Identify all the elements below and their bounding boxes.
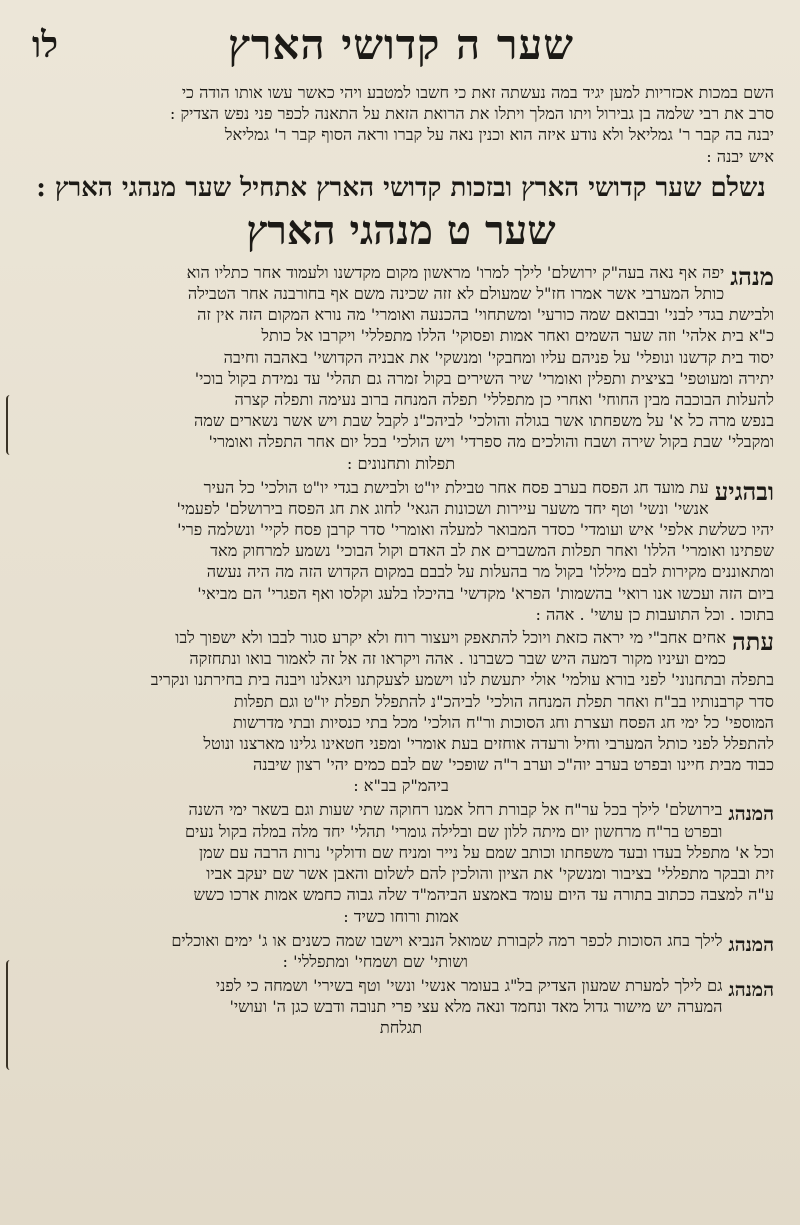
section-title: שער ט מנהגי הארץ <box>246 206 556 254</box>
paragraph-ata <box>28 627 774 797</box>
paragraph-haminhag-shmuel <box>28 930 774 973</box>
margin-bracket <box>6 960 14 1070</box>
text-line: ומתאוננים מקירות לבם מיללו' בקול מר בהעלות על לבבם במקום הקדוש הזה מה היה נעשה <box>206 562 774 582</box>
text-line: ע"ה למצבה ככתוב בתורה עד היום עומד באמצע הביהמ"ד שלה גבוה כחמש אמות ארכו כשש <box>193 885 774 905</box>
text-line: גם לילך למערת שמעון הצדיק בל"ג בעומר אנשי' ונשי' וטף בשירי' ושמחה כי לפני <box>215 975 723 995</box>
running-title: שער ה קדושי הארץ <box>228 20 574 69</box>
text-line: יפה אף נאה בעה"ק ירושלם' לילך למרו' מראשון מקום מקדשנו ולעמוד אחר כתליו הוא <box>186 262 725 282</box>
text-line: ומקבלי' שבת בקול שירה ושבח והולכים מה ספרדי' ויש הולכי' בכל יום אחר התפלה ואומרי' <box>208 432 774 452</box>
page-number: לו <box>32 24 59 66</box>
text-line: יתירה ומעוטפי' בציצית ותפלין ואומרי' שיר השירים בקול זמרה גם תהלי' עד נמידת בקול בוכי' <box>194 368 774 388</box>
text-line: ולבישת בגדי לבני' ובבואם שמה כורעי' ומשתחוי' בהכנעה ואומרי' מה נורא המקום הזה אין זה <box>197 305 774 325</box>
paragraph-minhag <box>28 262 774 475</box>
text-line: ובפרט בר"ח מרחשון יום מיתה ללון שם ובלילה גומרי' תהלי' יחד מלה במלה בקול נעים <box>184 821 723 841</box>
text-line: עת מועד חג הפסח בערב פסח אחר טבילת יו"ט ולבישת בגדי יו"ט הולכי' כל העיר <box>203 477 709 497</box>
paragraph-lead-word: עתה <box>731 627 774 657</box>
text-line: סרב את רבי שלמה בן גבירול ויתו המלך ויתלו את הרואת הזאת על התאנה לכפר פני נפש הצדיק : <box>169 104 774 124</box>
running-header <box>28 18 774 78</box>
text-line: לילך בחג הסוכות לכפר רמה לקבורת שמואל הנביא וישבו שמה כשנים או ג' ימים ואוכלים <box>171 930 723 950</box>
text-line: כמים ועיניו מקור דמעה היש שבר כשברנו . אהה ויקראו זה אל זה לאמור בואו ונתחזקה <box>189 649 726 669</box>
paragraph-lead-word: המנהג <box>728 803 774 826</box>
text-line: בתפלה ובתחנוני' לפני בורא עולמי' אולי יתעשת לנו וישמע לצעקתנו ויגאלנו ויבנה בית בחירתנו ונקריב <box>150 670 774 690</box>
text-line: ביהמ"ק בב"א : <box>353 776 449 796</box>
text-line: כותל המערבי אשר אמרו חז"ל שמעולם לא זזה שכינה משם אף בחורבנה אחר הטבילה <box>187 284 725 304</box>
paragraph-uvehagia <box>28 477 774 625</box>
intro-block <box>28 82 774 167</box>
paragraph-haminhag-rachel <box>28 799 774 927</box>
text-line: יסוד בית קדשנו ונופלי' על פניהם עליו ומחבקי' ומנשקי' את אבניה הקדושי' באהבה וחיבה <box>223 347 774 367</box>
paragraph-lead-word: המנהג <box>728 933 774 956</box>
text-line: תגלחת <box>379 1018 423 1038</box>
text-line: תפלות ותחנונים : <box>346 453 456 473</box>
text-line: המוספי' כל ימי חג הפסח ועצרת וחג הסוכות ור"ח הולכי' מכל בתי כנסיות ובתי מדרשות <box>232 712 774 732</box>
text-line: אמות ורוחו כשיד : <box>343 906 459 926</box>
text-line: להתפלל לפני כותל המערבי וחיל ורעדה אוחזים בעת אומרי' ומפני חטאינו גלינו מארצנו ונוטל <box>203 734 774 754</box>
margin-bracket <box>6 395 14 455</box>
text-line: כ"א בית אלהי' וזה שער השמים ואחר אמות ופסוקי' הללו מתפללי' ויקרבו אל כותל <box>261 326 774 346</box>
text-line: בתוכו . וכל התועבות כן עושי' . אהה : <box>535 604 774 624</box>
text-line: המערה יש מישור גדול מאד ונחמד ונאה מלא עצי פרי תנובה ודבש כגן ה' ועושי' <box>229 996 723 1016</box>
text-line: זית ובבקר מתפללי' בציבור ומנשקי' את הציון והולכין להם לשלום והאבן אשר שם יעקב אביו <box>206 864 774 884</box>
text-line: סדר קרבנותיו בב"ח ואחר תפלת המנחה הולכי' לביהכ"נ להתפלל תפלת יו"ט וגם תפלות <box>233 691 774 711</box>
text-line: וכל א' מתפלל בעדו ובעד משפחתו וכותב שמם על נייר ומניח שם ודולקי' נרות הרבה עם שמן <box>198 842 774 862</box>
text-line: להעלות הבוכבה מבין החוחי' ואחרי כן מתפללי' תפלה המנחה ברוב נעימה ותפלה קצרה <box>234 390 774 410</box>
text-line: יבנה בה קבר ר' גמליאל ולא נודע איזה הוא וכנין נאה על קברו וראה הסוף קבר ר' גמליאל <box>224 125 774 145</box>
paragraph-lead-word: ובהגיע <box>714 476 774 506</box>
text-line: אחים אחב"י מי יראה כזאת ויוכל להתאפק ויעצור רוח ולא יקרע סגור לבבו ולא ישפוך לבו <box>175 628 726 648</box>
text-line: בירושלם' לילך בכל ער"ח אל קבורת רחל אמנו רחוקה שתי שעות וגם בשאר ימי השנה <box>188 800 723 820</box>
text-line: ביום הזה ועכשו אנו רואי' בהשמות' הפרא' מקדשי' בהיכלו בלעג וקלסו ואף הפגרי' הם מביאי' <box>197 583 774 603</box>
paragraph-lead-word: המנהג <box>728 978 774 1001</box>
paragraph-haminhag-shimon <box>28 975 774 1039</box>
text-line: יהיו כשלשת אלפי' איש ועומדי' כסדר המבואר למעלה ואומרי' סדר קרבן פסח לקיי' ונשלמה פרי' <box>177 520 774 540</box>
text-line: כבוד מבית חיינו ובפרט בערב יוה"כ וערב ר"ה שופכי' שם לבם כמים יהי' רצון שיבנה <box>253 755 774 775</box>
text-line: ושותי' שם ושמחי' ומתפללי' : <box>282 951 468 971</box>
text-line: איש יבנה : <box>706 146 774 166</box>
closing-heading: נשלם שער קדושי הארץ ובזכות קדושי הארץ אתחיל שער מנהגי הארץ : <box>36 172 766 203</box>
text-line: שפתינו ואומרי' הללו' ואחר תפלות המשברים את לב האדם וקול הבוכי' נשמע למרחוק מאד <box>210 541 774 561</box>
paragraph-lead-word: מנהג <box>730 261 774 291</box>
text-line: בנפש מרה כל א' על משפחתו אשר בגולה והולכי' לביהכ"נ לקבל שבת ויש אשר נשארים שמה <box>194 411 774 431</box>
text-line: אנשי' ונשי' וטף יחד משער עיירות ושכונות הגאי' לחוג את חג הפסח בירושלם' לפעמי' <box>176 498 709 518</box>
text-line: השם במכות אכזריות למען יגיד במה נעשתה זאת כי חשבו למטבע ויהי כאשר עשו אותו הודה כי <box>181 83 774 102</box>
